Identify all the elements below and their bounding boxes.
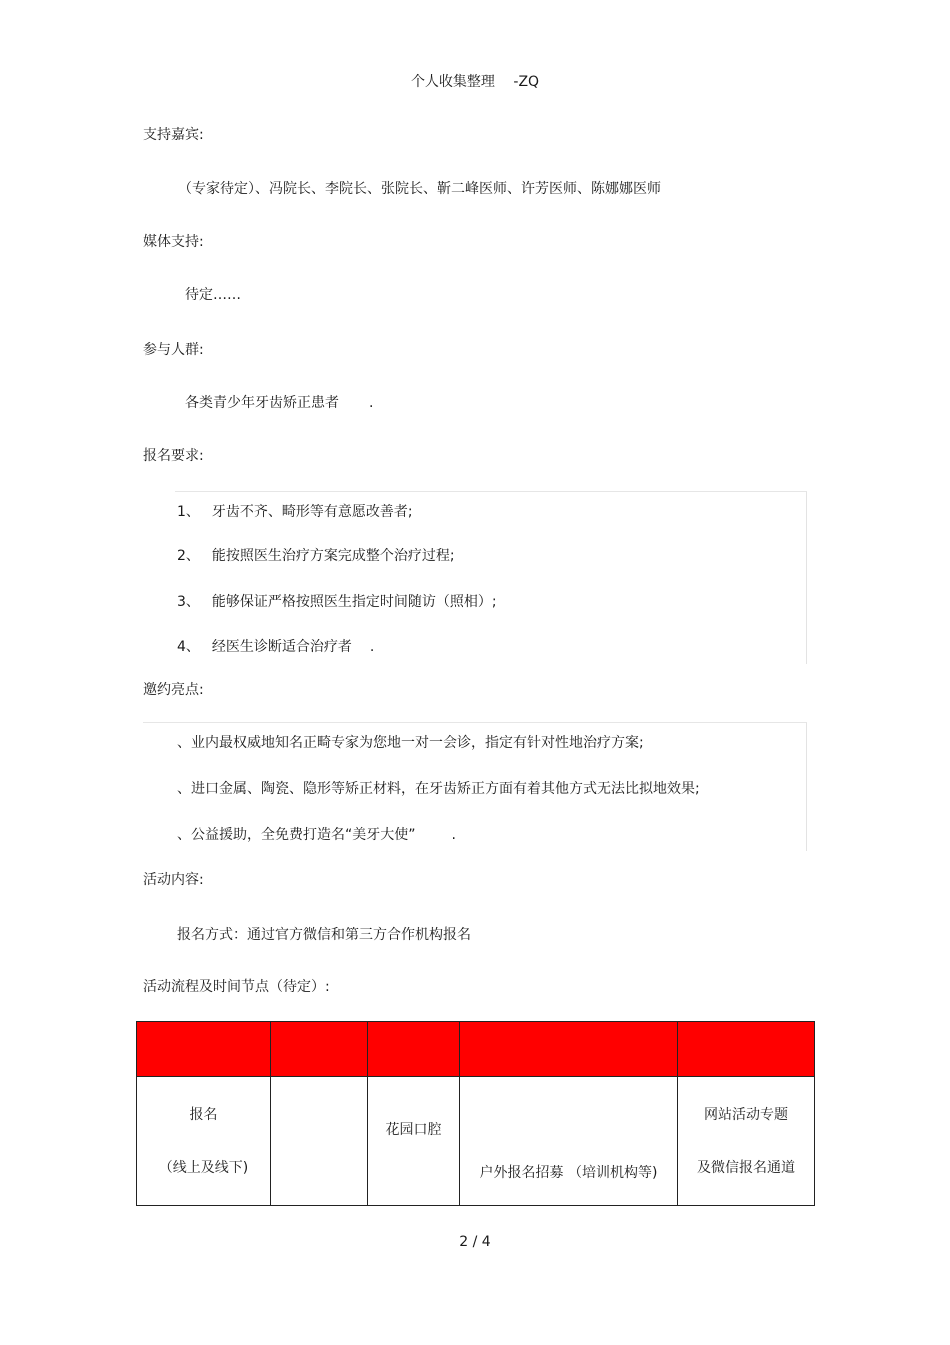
highlight-item: 、进口金属、陶瓷、隐形等矫正材料，在牙齿矫正方面有着其他方式无法比拟地效果; (177, 781, 700, 797)
page-header (0, 72, 950, 92)
table-header-cell (137, 1022, 271, 1077)
guests-heading: 支持嘉宾: (143, 127, 204, 143)
table-header-cell (368, 1022, 460, 1077)
requirements-heading: 报名要求: (143, 448, 204, 464)
requirement-item (177, 592, 497, 612)
table-cell-location (368, 1077, 460, 1206)
page-number: 2 / 4 (459, 1234, 491, 1250)
requirement-item (177, 637, 374, 657)
table-cell-signup (137, 1077, 271, 1206)
table-header-cell (678, 1022, 815, 1077)
requirement-num: 4、 (177, 639, 200, 655)
table-header-cell (460, 1022, 678, 1077)
audience-heading: 参与人群: (143, 342, 204, 358)
highlight-text: 、公益援助，全免费打造名“美牙大使” (177, 827, 416, 843)
table-row (137, 1077, 815, 1206)
audience-text-main: 各类青少年牙齿矫正患者 (185, 395, 339, 411)
highlight-end: . (451, 827, 456, 843)
highlight-item: 、业内最权威地知名正畸专家为您地一对一会诊，指定有针对性地治疗方案; (177, 735, 644, 751)
table-header-cell (271, 1022, 368, 1077)
content-text: 报名方式：通过官方微信和第三方合作机构报名 (177, 927, 471, 943)
table-cell-channel (678, 1077, 815, 1206)
cell-line: 报名 (189, 1106, 218, 1123)
table-cell-empty (271, 1077, 368, 1206)
table-cell-method: 户外报名招募 （培训机构等) (460, 1077, 678, 1206)
flow-heading: 活动流程及时间节点（待定）: (143, 979, 330, 995)
requirement-num: 1、 (177, 504, 200, 520)
requirement-text: 经医生诊断适合治疗者 (211, 639, 352, 655)
schedule-table (136, 1021, 815, 1206)
media-heading: 媒体支持: (143, 234, 204, 250)
cell-line: 及微信报名通道 (697, 1159, 795, 1176)
highlights-heading: 邀约亮点: (143, 682, 204, 698)
media-text: 待定…… (185, 287, 241, 303)
requirement-num: 3、 (177, 594, 200, 610)
requirement-text: 能够保证严格按照医生指定时间随访（照相）; (211, 594, 497, 610)
requirement-item (177, 502, 413, 522)
highlight-item (177, 825, 456, 845)
guests-text: （专家待定）、冯院长、李院长、张院长、靳二峰医师、许芳医师、陈娜娜医师 (178, 181, 661, 197)
header-title: 个人收集整理 (410, 74, 495, 90)
table-header-row (137, 1022, 815, 1077)
requirement-text: 牙齿不齐、畸形等有意愿改善者; (211, 504, 413, 520)
audience-text (185, 393, 373, 413)
audience-text-end: . (369, 395, 374, 411)
cell-line: 花园口腔 (385, 1122, 442, 1138)
cell-line: （线上及线下) (158, 1159, 249, 1176)
requirement-item (177, 546, 455, 566)
cell-line: 网站活动专题 (704, 1106, 788, 1123)
content-heading: 活动内容: (143, 872, 204, 888)
requirement-end: . (369, 639, 375, 655)
requirement-num: 2、 (177, 548, 200, 564)
header-tag: -ZQ (513, 74, 540, 90)
requirement-text: 能按照医生治疗方案完成整个治疗过程; (211, 548, 455, 564)
